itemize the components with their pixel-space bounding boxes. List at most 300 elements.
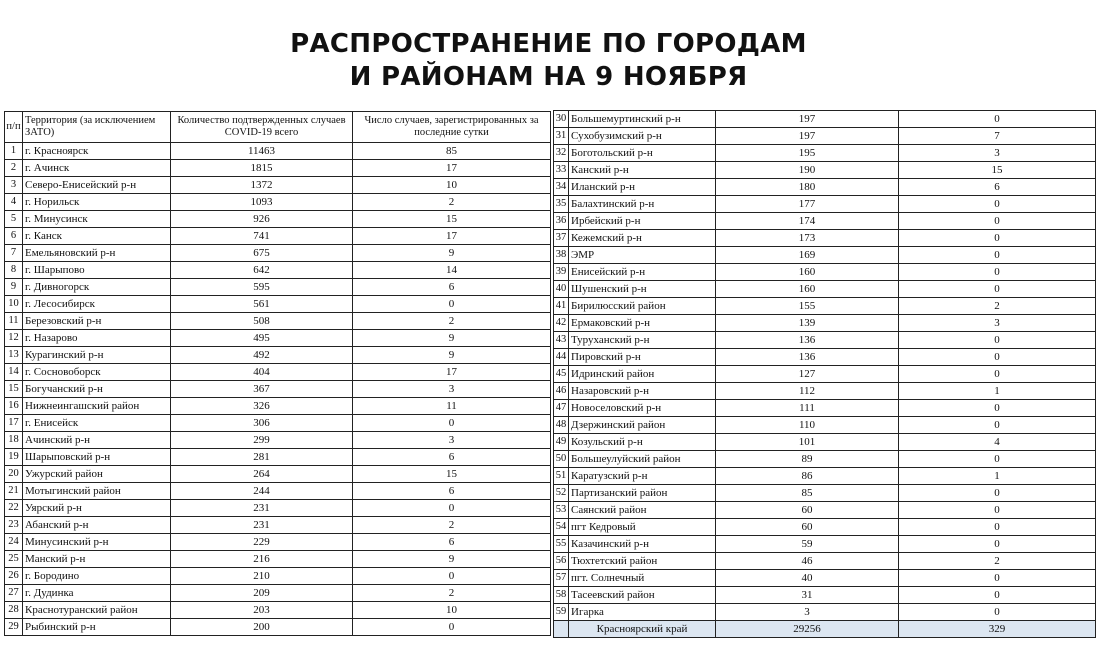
table-row bbox=[554, 315, 1096, 332]
row-confirmed-total: 155 bbox=[716, 298, 899, 315]
row-last-day: 0 bbox=[899, 587, 1096, 604]
row-territory: Партизанский район bbox=[569, 485, 716, 502]
row-confirmed-total: 299 bbox=[171, 432, 353, 449]
row-territory: Курагинский р-н bbox=[23, 347, 171, 364]
row-number: 30 bbox=[554, 111, 569, 128]
row-last-day: 2 bbox=[899, 298, 1096, 315]
row-confirmed-total: 136 bbox=[716, 332, 899, 349]
row-number: 55 bbox=[554, 536, 569, 553]
row-last-day: 0 bbox=[353, 415, 551, 432]
row-territory: Балахтинский р-н bbox=[569, 196, 716, 213]
row-last-day: 0 bbox=[899, 332, 1096, 349]
row-territory: Ачинский р-н bbox=[23, 432, 171, 449]
row-territory: г. Енисейск bbox=[23, 415, 171, 432]
row-number: 3 bbox=[5, 177, 23, 194]
row-last-day: 0 bbox=[899, 111, 1096, 128]
row-confirmed-total: 367 bbox=[171, 381, 353, 398]
row-confirmed-total: 495 bbox=[171, 330, 353, 347]
row-territory: Мотыгинский район bbox=[23, 483, 171, 500]
row-number: 37 bbox=[554, 230, 569, 247]
row-confirmed-total: 139 bbox=[716, 315, 899, 332]
header-territory: Территория (за исключением ЗАТО) bbox=[23, 112, 171, 143]
row-last-day: 0 bbox=[899, 264, 1096, 281]
row-last-day: 6 bbox=[899, 179, 1096, 196]
row-number: 5 bbox=[5, 211, 23, 228]
table-row bbox=[5, 279, 551, 296]
row-number: 39 bbox=[554, 264, 569, 281]
row-number: 47 bbox=[554, 400, 569, 417]
row-territory: пгт. Солнечный bbox=[569, 570, 716, 587]
row-last-day: 0 bbox=[899, 519, 1096, 536]
row-confirmed-total: 229 bbox=[171, 534, 353, 551]
row-territory: Богучанский р-н bbox=[23, 381, 171, 398]
row-number: 53 bbox=[554, 502, 569, 519]
row-number: 25 bbox=[5, 551, 23, 568]
row-number: 22 bbox=[5, 500, 23, 517]
table-row bbox=[5, 534, 551, 551]
row-territory: Каратузский р-н bbox=[569, 468, 716, 485]
row-confirmed-total: 101 bbox=[716, 434, 899, 451]
table-row bbox=[5, 194, 551, 211]
row-last-day: 0 bbox=[899, 349, 1096, 366]
right-data-table bbox=[553, 110, 1096, 638]
table-row bbox=[554, 519, 1096, 536]
row-number: 19 bbox=[5, 449, 23, 466]
row-confirmed-total: 85 bbox=[716, 485, 899, 502]
row-territory: Краснотуранский район bbox=[23, 602, 171, 619]
row-territory: Бирилюсский район bbox=[569, 298, 716, 315]
table-row bbox=[554, 128, 1096, 145]
row-territory: Ужурский район bbox=[23, 466, 171, 483]
row-number: 7 bbox=[5, 245, 23, 262]
row-territory: Минусинский р-н bbox=[23, 534, 171, 551]
row-confirmed-total: 326 bbox=[171, 398, 353, 415]
table-row bbox=[554, 179, 1096, 196]
row-confirmed-total: 741 bbox=[171, 228, 353, 245]
row-number: 28 bbox=[5, 602, 23, 619]
row-last-day: 0 bbox=[899, 230, 1096, 247]
row-number: 50 bbox=[554, 451, 569, 468]
row-number: 12 bbox=[5, 330, 23, 347]
table-row bbox=[554, 145, 1096, 162]
table-row bbox=[5, 313, 551, 330]
row-territory: г. Бородино bbox=[23, 568, 171, 585]
row-last-day: 15 bbox=[353, 211, 551, 228]
row-number: 40 bbox=[554, 281, 569, 298]
table-row bbox=[554, 264, 1096, 281]
table-row bbox=[5, 262, 551, 279]
row-last-day: 1 bbox=[899, 383, 1096, 400]
row-number: 11 bbox=[5, 313, 23, 330]
total-row-spacer bbox=[554, 621, 569, 638]
row-number: 59 bbox=[554, 604, 569, 621]
table-row bbox=[5, 551, 551, 568]
row-confirmed-total: 404 bbox=[171, 364, 353, 381]
row-last-day: 0 bbox=[353, 619, 551, 636]
row-confirmed-total: 46 bbox=[716, 553, 899, 570]
row-number: 4 bbox=[5, 194, 23, 211]
table-row bbox=[5, 602, 551, 619]
table-row bbox=[5, 160, 551, 177]
total-row bbox=[554, 621, 1096, 638]
row-confirmed-total: 203 bbox=[171, 602, 353, 619]
table-row bbox=[5, 500, 551, 517]
row-confirmed-total: 60 bbox=[716, 519, 899, 536]
row-number: 14 bbox=[5, 364, 23, 381]
row-number: 54 bbox=[554, 519, 569, 536]
row-last-day: 0 bbox=[899, 247, 1096, 264]
row-number: 52 bbox=[554, 485, 569, 502]
row-territory: Туруханский р-н bbox=[569, 332, 716, 349]
row-last-day: 15 bbox=[899, 162, 1096, 179]
row-last-day: 0 bbox=[899, 502, 1096, 519]
table-row bbox=[5, 585, 551, 602]
table-row bbox=[5, 143, 551, 160]
row-confirmed-total: 40 bbox=[716, 570, 899, 587]
table-row bbox=[554, 604, 1096, 621]
row-confirmed-total: 492 bbox=[171, 347, 353, 364]
row-territory: Большемуртинский р-н bbox=[569, 111, 716, 128]
row-confirmed-total: 200 bbox=[171, 619, 353, 636]
row-confirmed-total: 190 bbox=[716, 162, 899, 179]
row-territory: Березовский р-н bbox=[23, 313, 171, 330]
row-last-day: 0 bbox=[899, 196, 1096, 213]
row-confirmed-total: 675 bbox=[171, 245, 353, 262]
row-confirmed-total: 86 bbox=[716, 468, 899, 485]
row-number: 16 bbox=[5, 398, 23, 415]
table-row bbox=[554, 485, 1096, 502]
row-last-day: 9 bbox=[353, 330, 551, 347]
row-last-day: 0 bbox=[353, 500, 551, 517]
row-confirmed-total: 89 bbox=[716, 451, 899, 468]
row-number: 33 bbox=[554, 162, 569, 179]
row-last-day: 0 bbox=[899, 604, 1096, 621]
row-confirmed-total: 160 bbox=[716, 264, 899, 281]
row-territory: г. Норильск bbox=[23, 194, 171, 211]
table-row bbox=[5, 466, 551, 483]
table-row bbox=[554, 332, 1096, 349]
row-territory: Уярский р-н bbox=[23, 500, 171, 517]
row-number: 8 bbox=[5, 262, 23, 279]
row-last-day: 9 bbox=[353, 551, 551, 568]
row-confirmed-total: 281 bbox=[171, 449, 353, 466]
row-territory: Назаровский р-н bbox=[569, 383, 716, 400]
row-territory: Канский р-н bbox=[569, 162, 716, 179]
row-last-day: 7 bbox=[899, 128, 1096, 145]
table-header-row bbox=[5, 112, 551, 143]
row-last-day: 0 bbox=[899, 281, 1096, 298]
row-number: 42 bbox=[554, 315, 569, 332]
row-number: 10 bbox=[5, 296, 23, 313]
row-last-day: 17 bbox=[353, 228, 551, 245]
row-territory: Сухобузимский р-н bbox=[569, 128, 716, 145]
row-number: 31 bbox=[554, 128, 569, 145]
row-territory: г. Ачинск bbox=[23, 160, 171, 177]
row-last-day: 0 bbox=[899, 536, 1096, 553]
table-row bbox=[554, 553, 1096, 570]
row-confirmed-total: 508 bbox=[171, 313, 353, 330]
row-confirmed-total: 11463 bbox=[171, 143, 353, 160]
total-row-label: Красноярский край bbox=[569, 621, 716, 638]
row-confirmed-total: 306 bbox=[171, 415, 353, 432]
row-territory: г. Назарово bbox=[23, 330, 171, 347]
header-num: п/п bbox=[5, 112, 23, 143]
row-last-day: 0 bbox=[353, 296, 551, 313]
row-confirmed-total: 210 bbox=[171, 568, 353, 585]
row-last-day: 17 bbox=[353, 364, 551, 381]
table-row bbox=[554, 587, 1096, 604]
row-last-day: 10 bbox=[353, 602, 551, 619]
row-last-day: 15 bbox=[353, 466, 551, 483]
row-territory: Тюхтетский район bbox=[569, 553, 716, 570]
row-number: 26 bbox=[5, 568, 23, 585]
row-territory: Манский р-н bbox=[23, 551, 171, 568]
row-number: 9 bbox=[5, 279, 23, 296]
row-number: 2 bbox=[5, 160, 23, 177]
row-territory: Козульский р-н bbox=[569, 434, 716, 451]
row-confirmed-total: 231 bbox=[171, 517, 353, 534]
row-confirmed-total: 169 bbox=[716, 247, 899, 264]
row-territory: Иланский р-н bbox=[569, 179, 716, 196]
row-last-day: 6 bbox=[353, 534, 551, 551]
page-title-line-2: И РАЙОНАМ НА 9 НОЯБРЯ bbox=[349, 62, 748, 92]
row-last-day: 14 bbox=[353, 262, 551, 279]
table-row bbox=[5, 483, 551, 500]
table-row bbox=[554, 111, 1096, 128]
row-territory: Кежемский р-н bbox=[569, 230, 716, 247]
row-last-day: 2 bbox=[353, 194, 551, 211]
table-row bbox=[554, 162, 1096, 179]
row-confirmed-total: 31 bbox=[716, 587, 899, 604]
left-data-table bbox=[4, 111, 551, 636]
table-row bbox=[5, 228, 551, 245]
row-number: 15 bbox=[5, 381, 23, 398]
table-row bbox=[554, 536, 1096, 553]
row-confirmed-total: 926 bbox=[171, 211, 353, 228]
total-row-confirmed: 29256 bbox=[716, 621, 899, 638]
row-confirmed-total: 111 bbox=[716, 400, 899, 417]
table-row bbox=[554, 383, 1096, 400]
row-last-day: 6 bbox=[353, 449, 551, 466]
row-last-day: 4 bbox=[899, 434, 1096, 451]
row-number: 48 bbox=[554, 417, 569, 434]
row-confirmed-total: 561 bbox=[171, 296, 353, 313]
row-territory: Идринский район bbox=[569, 366, 716, 383]
table-row bbox=[554, 213, 1096, 230]
row-number: 29 bbox=[5, 619, 23, 636]
row-confirmed-total: 59 bbox=[716, 536, 899, 553]
table-row bbox=[5, 211, 551, 228]
row-territory: г. Минусинск bbox=[23, 211, 171, 228]
row-confirmed-total: 1815 bbox=[171, 160, 353, 177]
table-row bbox=[554, 451, 1096, 468]
row-last-day: 0 bbox=[899, 400, 1096, 417]
header-last-day: Число случаев, зарегистрированных за последние сутки bbox=[353, 112, 551, 143]
table-row bbox=[5, 432, 551, 449]
row-confirmed-total: 60 bbox=[716, 502, 899, 519]
row-confirmed-total: 244 bbox=[171, 483, 353, 500]
row-number: 46 bbox=[554, 383, 569, 400]
row-territory: г. Дудинка bbox=[23, 585, 171, 602]
row-territory: Боготольский р-н bbox=[569, 145, 716, 162]
row-confirmed-total: 136 bbox=[716, 349, 899, 366]
row-territory: пгт Кедровый bbox=[569, 519, 716, 536]
row-number: 17 bbox=[5, 415, 23, 432]
row-territory: Емельяновский р-н bbox=[23, 245, 171, 262]
row-last-day: 6 bbox=[353, 279, 551, 296]
table-row bbox=[554, 247, 1096, 264]
row-number: 1 bbox=[5, 143, 23, 160]
row-territory: Енисейский р-н bbox=[569, 264, 716, 281]
row-number: 41 bbox=[554, 298, 569, 315]
row-number: 32 bbox=[554, 145, 569, 162]
table-row bbox=[554, 281, 1096, 298]
table-row bbox=[5, 296, 551, 313]
row-confirmed-total: 231 bbox=[171, 500, 353, 517]
row-last-day: 2 bbox=[353, 585, 551, 602]
table-row bbox=[5, 330, 551, 347]
row-confirmed-total: 195 bbox=[716, 145, 899, 162]
row-territory: г. Красноярск bbox=[23, 143, 171, 160]
row-territory: Нижнеингашский район bbox=[23, 398, 171, 415]
row-confirmed-total: 110 bbox=[716, 417, 899, 434]
table-row bbox=[5, 347, 551, 364]
row-number: 49 bbox=[554, 434, 569, 451]
row-last-day: 6 bbox=[353, 483, 551, 500]
row-territory: Казачинский р-н bbox=[569, 536, 716, 553]
row-confirmed-total: 1093 bbox=[171, 194, 353, 211]
table-row bbox=[5, 415, 551, 432]
row-confirmed-total: 1372 bbox=[171, 177, 353, 194]
row-last-day: 1 bbox=[899, 468, 1096, 485]
row-territory: Пировский р-н bbox=[569, 349, 716, 366]
row-last-day: 17 bbox=[353, 160, 551, 177]
table-row bbox=[554, 400, 1096, 417]
table-row bbox=[5, 177, 551, 194]
row-territory: Ермаковский р-н bbox=[569, 315, 716, 332]
table-row bbox=[554, 468, 1096, 485]
row-confirmed-total: 3 bbox=[716, 604, 899, 621]
row-number: 56 bbox=[554, 553, 569, 570]
row-last-day: 0 bbox=[353, 568, 551, 585]
row-territory: г. Шарыпово bbox=[23, 262, 171, 279]
row-number: 38 bbox=[554, 247, 569, 264]
row-territory: ЭМР bbox=[569, 247, 716, 264]
row-confirmed-total: 264 bbox=[171, 466, 353, 483]
row-territory: г. Дивногорск bbox=[23, 279, 171, 296]
row-territory: Шушенский р-н bbox=[569, 281, 716, 298]
row-last-day: 3 bbox=[353, 381, 551, 398]
row-number: 34 bbox=[554, 179, 569, 196]
table-row bbox=[554, 298, 1096, 315]
header-confirmed: Количество подтвержденных случаев COVID-19 всего bbox=[171, 112, 353, 143]
row-confirmed-total: 177 bbox=[716, 196, 899, 213]
table-row bbox=[554, 570, 1096, 587]
row-number: 45 bbox=[554, 366, 569, 383]
table-row bbox=[5, 619, 551, 636]
row-confirmed-total: 160 bbox=[716, 281, 899, 298]
row-number: 58 bbox=[554, 587, 569, 604]
row-number: 44 bbox=[554, 349, 569, 366]
table-row bbox=[554, 434, 1096, 451]
row-last-day: 85 bbox=[353, 143, 551, 160]
page-title-line-1: РАСПРОСТРАНЕНИЕ ПО ГОРОДАМ bbox=[290, 29, 807, 59]
row-last-day: 0 bbox=[899, 213, 1096, 230]
total-row-last-day: 329 bbox=[899, 621, 1096, 638]
row-confirmed-total: 174 bbox=[716, 213, 899, 230]
row-last-day: 11 bbox=[353, 398, 551, 415]
table-row bbox=[5, 245, 551, 262]
row-last-day: 0 bbox=[899, 451, 1096, 468]
row-number: 6 bbox=[5, 228, 23, 245]
row-number: 35 bbox=[554, 196, 569, 213]
row-last-day: 0 bbox=[899, 417, 1096, 434]
row-last-day: 10 bbox=[353, 177, 551, 194]
row-confirmed-total: 197 bbox=[716, 111, 899, 128]
row-last-day: 9 bbox=[353, 245, 551, 262]
row-last-day: 0 bbox=[899, 366, 1096, 383]
row-territory: г. Лесосибирск bbox=[23, 296, 171, 313]
row-number: 23 bbox=[5, 517, 23, 534]
row-territory: Новоселовский р-н bbox=[569, 400, 716, 417]
row-confirmed-total: 112 bbox=[716, 383, 899, 400]
table-row bbox=[5, 381, 551, 398]
row-confirmed-total: 209 bbox=[171, 585, 353, 602]
row-number: 43 bbox=[554, 332, 569, 349]
row-last-day: 9 bbox=[353, 347, 551, 364]
table-row bbox=[554, 366, 1096, 383]
row-number: 36 bbox=[554, 213, 569, 230]
row-confirmed-total: 642 bbox=[171, 262, 353, 279]
row-last-day: 2 bbox=[353, 313, 551, 330]
row-number: 21 bbox=[5, 483, 23, 500]
row-territory: Саянский район bbox=[569, 502, 716, 519]
row-last-day: 3 bbox=[899, 315, 1096, 332]
row-territory: Абанский р-н bbox=[23, 517, 171, 534]
table-row bbox=[5, 364, 551, 381]
table-row bbox=[554, 349, 1096, 366]
table-row bbox=[554, 417, 1096, 434]
row-last-day: 0 bbox=[899, 485, 1096, 502]
row-last-day: 2 bbox=[899, 553, 1096, 570]
row-territory: Северо-Енисейский р-н bbox=[23, 177, 171, 194]
row-number: 27 bbox=[5, 585, 23, 602]
table-row bbox=[5, 517, 551, 534]
row-territory: Тасеевский район bbox=[569, 587, 716, 604]
table-row bbox=[554, 230, 1096, 247]
table-row bbox=[5, 449, 551, 466]
row-confirmed-total: 595 bbox=[171, 279, 353, 296]
row-territory: Дзержинский район bbox=[569, 417, 716, 434]
row-last-day: 0 bbox=[899, 570, 1096, 587]
row-number: 13 bbox=[5, 347, 23, 364]
row-territory: Большеулуйский район bbox=[569, 451, 716, 468]
row-number: 24 bbox=[5, 534, 23, 551]
row-territory: Игарка bbox=[569, 604, 716, 621]
table-row bbox=[554, 502, 1096, 519]
row-territory: Ирбейский р-н bbox=[569, 213, 716, 230]
row-confirmed-total: 173 bbox=[716, 230, 899, 247]
row-last-day: 3 bbox=[899, 145, 1096, 162]
row-number: 18 bbox=[5, 432, 23, 449]
row-territory: Шарыповский р-н bbox=[23, 449, 171, 466]
row-confirmed-total: 127 bbox=[716, 366, 899, 383]
row-last-day: 2 bbox=[353, 517, 551, 534]
table-row bbox=[5, 568, 551, 585]
table-row bbox=[5, 398, 551, 415]
row-number: 20 bbox=[5, 466, 23, 483]
row-confirmed-total: 180 bbox=[716, 179, 899, 196]
